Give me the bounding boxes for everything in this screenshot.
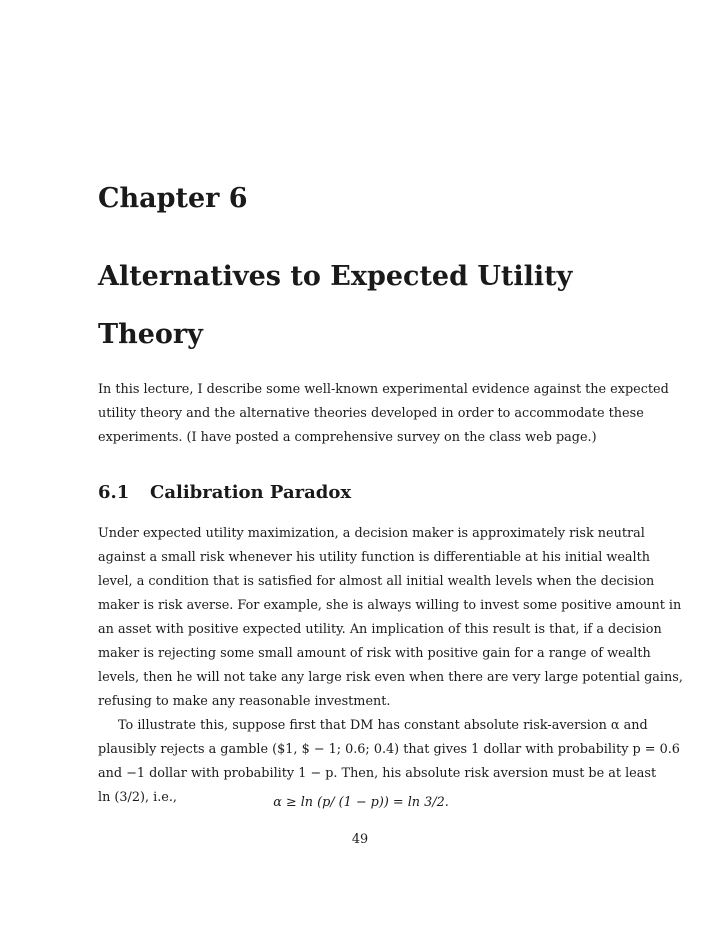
body-line: refusing to make any reasonable investment. — [98, 694, 391, 709]
body-line: and −1 dollar with probability 1 − p. Then, his absolute risk aversion must be at least — [98, 766, 657, 781]
chapter-label: Chapter 6 — [98, 183, 248, 214]
body-line: level, a condition that is satisfied for almost all initial wealth levels when the decision — [98, 574, 655, 589]
body-line: levels, then he will not take any large risk even when there are very large potential gains, — [98, 670, 683, 685]
body-line: an asset with positive expected utility. An implication of this result is that, if a decision — [98, 622, 662, 637]
intro-line: experiments. (I have posted a comprehensive survey on the class web page.) — [98, 430, 597, 445]
section-heading — [98, 478, 351, 508]
section-body — [98, 522, 683, 810]
chapter-title: Alternatives to Expected Utility Theory — [98, 261, 573, 350]
section-number: 6.1 — [98, 482, 130, 503]
intro-line: In this lecture, I describe some well-known experimental evidence against the expected — [98, 382, 669, 397]
display-equation: α ≥ ln (p/ (1 − p)) = ln 3/2. — [273, 795, 449, 810]
intro-paragraph — [98, 378, 669, 450]
body-line: plausibly rejects a gamble ($1, $ − 1; 0.6; 0.4) that gives 1 dollar with probability p = 0.6 — [98, 742, 680, 757]
section-title: Calibration Paradox — [150, 482, 352, 503]
body-line: maker is risk averse. For example, she is always willing to invest some positive amount in — [98, 598, 682, 613]
body-line: Under expected utility maximization, a decision maker is approximately risk neutral — [98, 526, 645, 541]
body-line: ln (3/2), i.e., — [98, 790, 177, 805]
intro-line: utility theory and the alternative theories developed in order to accommodate these — [98, 406, 644, 421]
body-line: against a small risk whenever his utility function is differentiable at his initial wealth — [98, 550, 651, 565]
body-line: maker is rejecting some small amount of risk with positive gain for a range of wealth — [98, 646, 651, 661]
body-line: To illustrate this, suppose first that DM has constant absolute risk-aversion α and — [118, 718, 648, 733]
page-number: 49 — [351, 832, 369, 847]
